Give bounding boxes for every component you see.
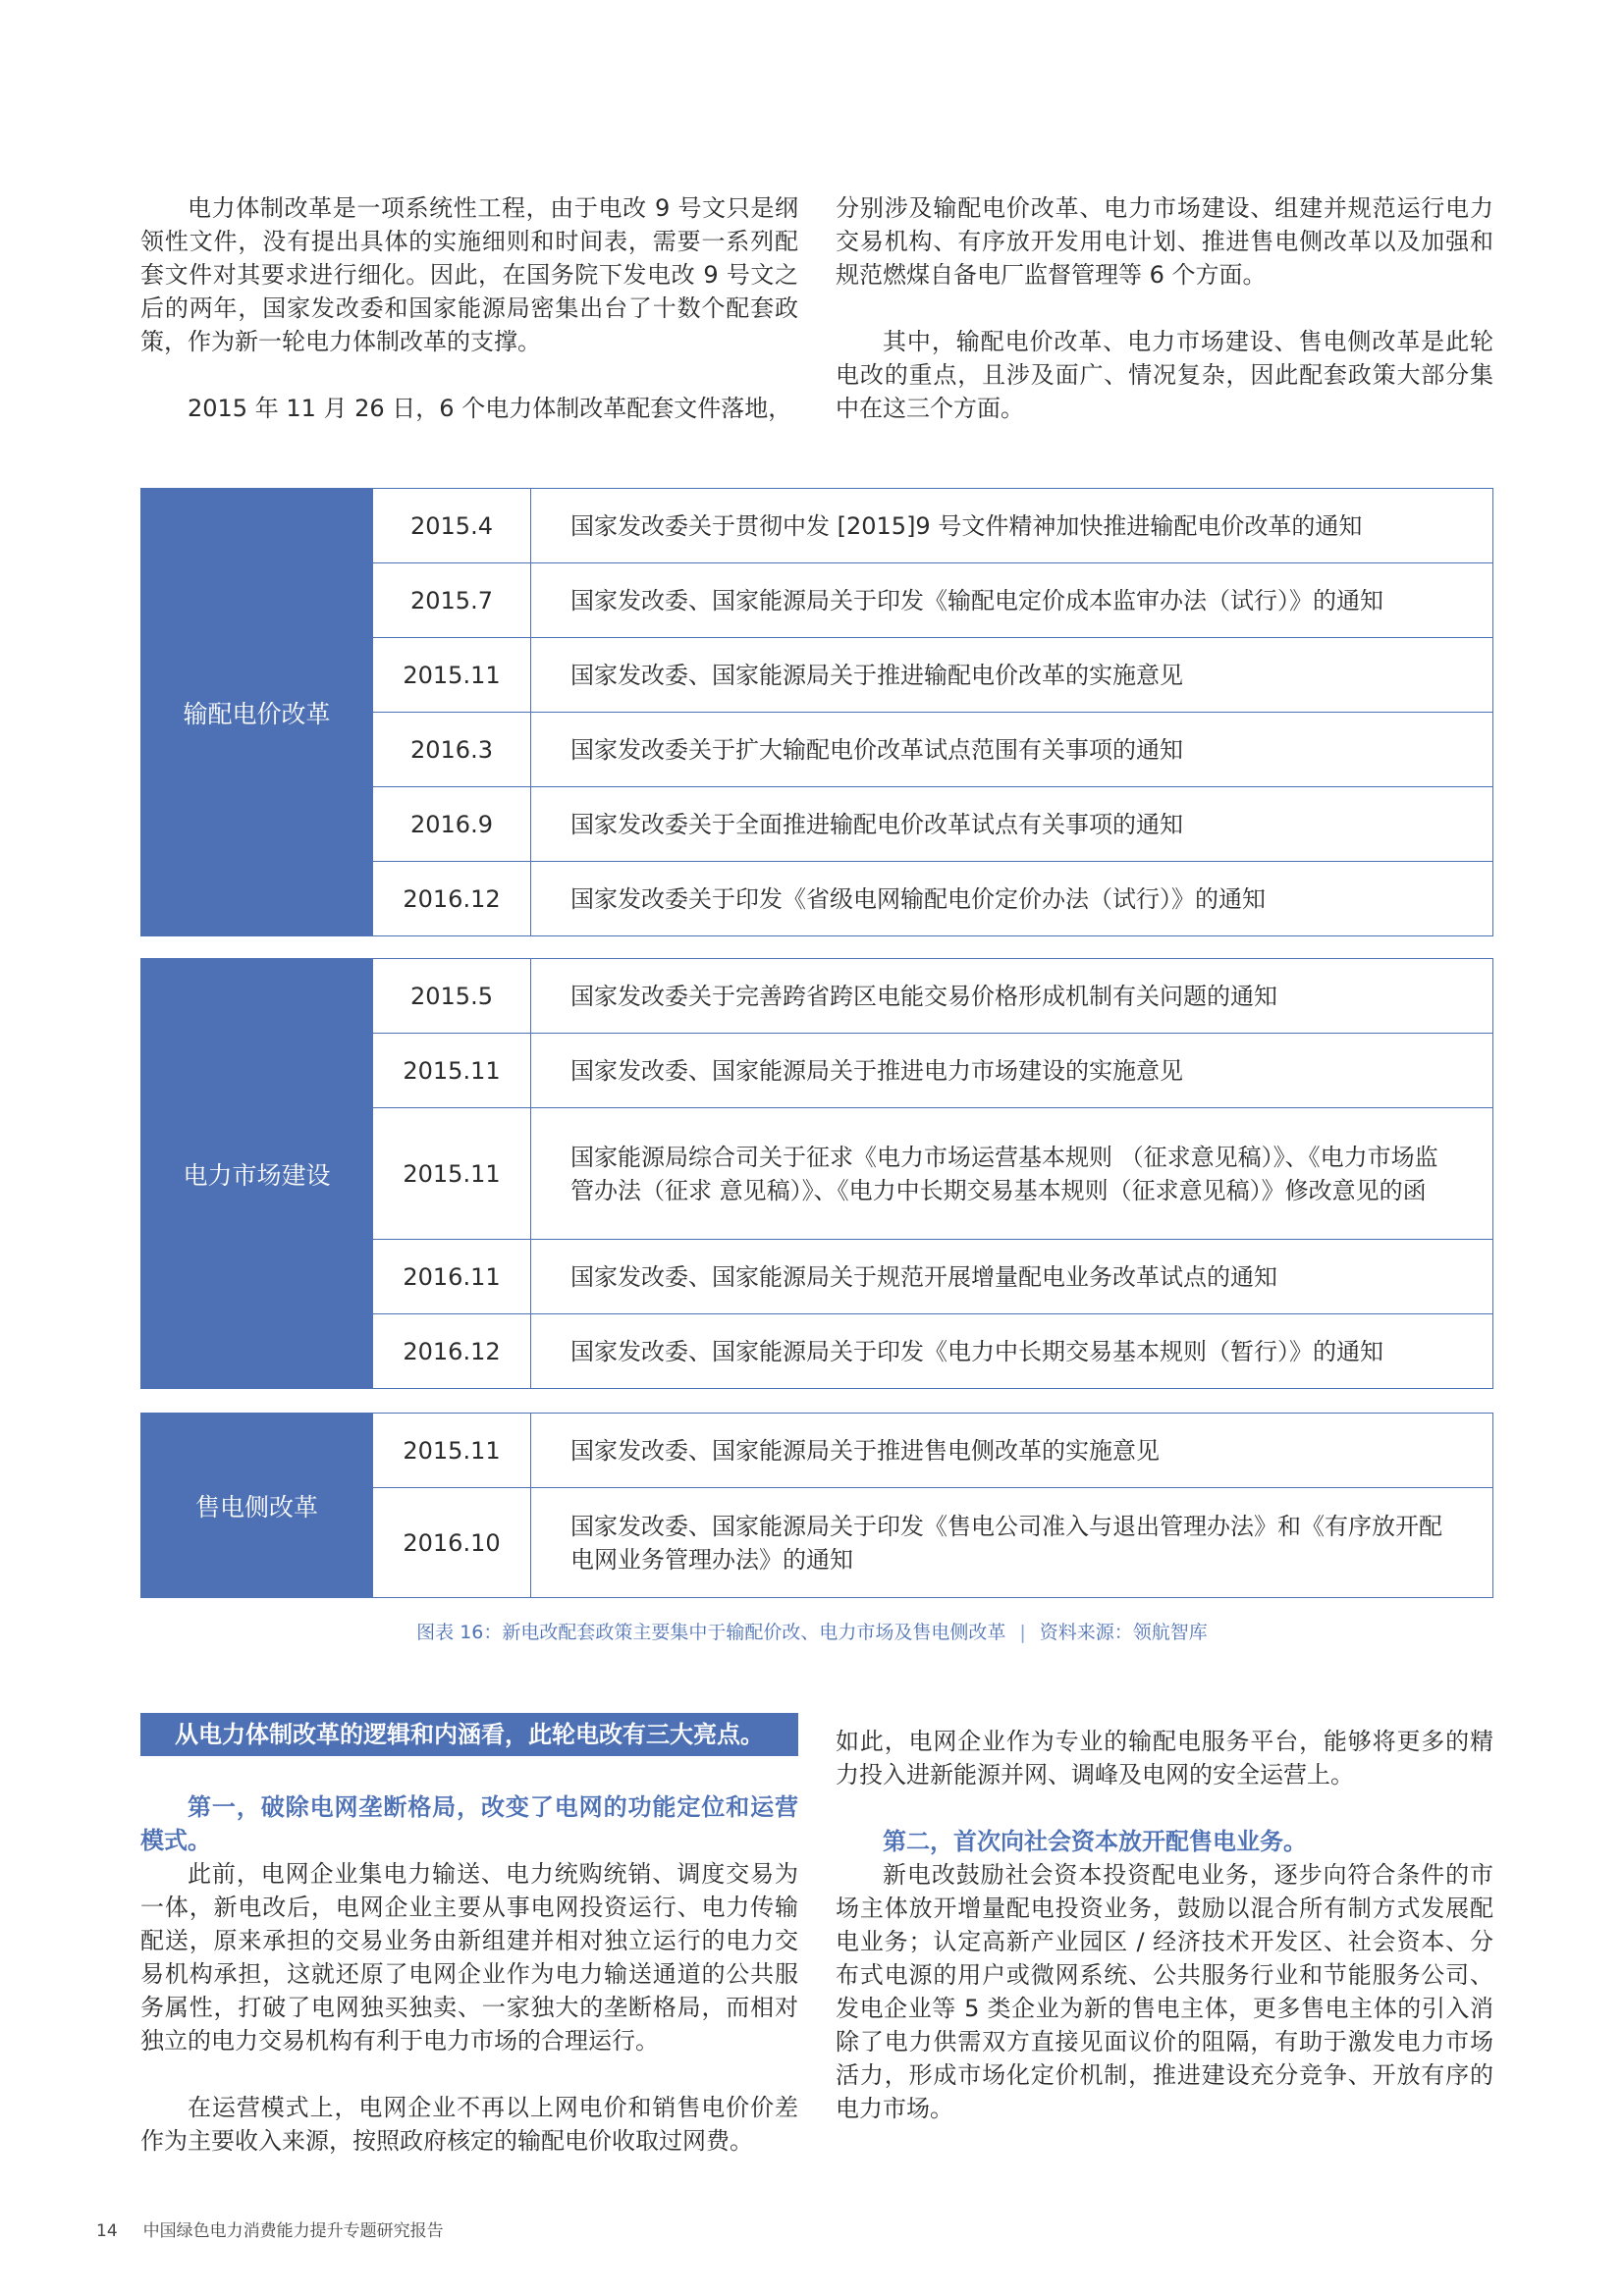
table-row [373, 959, 1492, 1033]
row-title: 国家发改委、国家能源局关于印发《售电公司准入与退出管理办法》和《有序放开配电网业务管理办法》的通知 [570, 1512, 1442, 1574]
caption-figure: 图表 16：新电改配套政策主要集中于输配价改、电力市场及售电侧改革 [416, 1622, 1006, 1643]
row-date: 2016.3 [373, 713, 531, 786]
policy-group-retail-side [140, 1413, 1493, 1598]
row-title: 国家发改委、国家能源局关于推进输配电价改革的实施意见 [570, 661, 1183, 689]
group-rows [373, 488, 1493, 936]
first-point-heading: 第一，破除电网垄断格局，改变了电网的功能定位和运营模式。 [140, 1793, 798, 1854]
row-date: 2016.10 [373, 1488, 531, 1597]
table-row [373, 1313, 1492, 1388]
group-label: 电力市场建设 [140, 958, 373, 1389]
row-date: 2015.4 [373, 489, 531, 562]
section-right-column [836, 1725, 1493, 2125]
row-date: 2015.11 [373, 1414, 531, 1487]
row-title: 国家能源局综合司关于征求《电力市场运营基本规则 （征求意见稿）》、《电力市场监管办法（征求 意见稿）》、《电力中长期交易基本规则（征求意见稿）》修改意见的函 [570, 1143, 1438, 1204]
table-row [373, 1033, 1492, 1107]
group-rows [373, 958, 1493, 1389]
report-title: 中国绿色电力消费能力提升专题研究报告 [142, 2221, 444, 2241]
row-title: 国家发改委关于印发《省级电网输配电价定价办法（试行）》的通知 [570, 884, 1266, 913]
page-number: 14 [96, 2221, 118, 2241]
page-footer [96, 2216, 444, 2241]
row-title: 国家发改委关于完善跨省跨区电能交易价格形成机制有关问题的通知 [570, 982, 1277, 1010]
body-paragraph: 在运营模式上，电网企业不再以上网电价和销售电价价差作为主要收入来源，按照政府核定的输配电价收取过网费。 [140, 2094, 798, 2155]
row-title: 国家发改委关于贯彻中发 [2015]9 号文件精神加快推进输配电价改革的通知 [570, 511, 1363, 540]
second-point-heading: 第二，首次向社会资本放开配售电业务。 [883, 1828, 1307, 1855]
policy-group-power-market [140, 958, 1493, 1389]
intro-left-column [140, 191, 798, 425]
highlight-heading: 从电力体制改革的逻辑和内涵看，此轮电改有三大亮点。 [140, 1713, 798, 1756]
row-date: 2015.11 [373, 1108, 531, 1239]
row-title: 国家发改委、国家能源局关于印发《输配电定价成本监审办法（试行）》的通知 [570, 586, 1383, 614]
row-title: 国家发改委、国家能源局关于推进电力市场建设的实施意见 [570, 1056, 1183, 1085]
row-date: 2016.12 [373, 1314, 531, 1388]
table-row [373, 1107, 1492, 1239]
row-title: 国家发改委关于扩大输配电价改革试点范围有关事项的通知 [570, 735, 1183, 764]
section-left-column [140, 1790, 798, 2158]
row-date: 2015.11 [373, 638, 531, 712]
row-date: 2015.11 [373, 1034, 531, 1107]
row-title: 国家发改委、国家能源局关于规范开展增量配电业务改革试点的通知 [570, 1262, 1277, 1291]
row-date: 2016.9 [373, 787, 531, 861]
row-date: 2015.7 [373, 563, 531, 637]
caption-separator: | [1019, 1622, 1026, 1643]
intro-right-column [836, 191, 1493, 425]
intro-paragraph: 分别涉及输配电价改革、电力市场建设、组建并规范运行电力交易机构、有序放开发用电计划、推进售电侧改革以及加强和规范燃煤自备电厂监督管理等 6 个方面。 [836, 194, 1493, 289]
caption-source: 资料来源：领航智库 [1039, 1622, 1208, 1643]
group-label: 售电侧改革 [140, 1413, 373, 1598]
figure-caption [0, 1618, 1624, 1644]
row-title: 国家发改委关于全面推进输配电价改革试点有关事项的通知 [570, 810, 1183, 838]
body-paragraph: 新电改鼓励社会资本投资配电业务，逐步向符合条件的市场主体放开增量配电投资业务，鼓励以混合所有制方式发展配电业务；认定高新产业园区 / 经济技术开发区、社会资本、分布式电源的用户或微网系统、公共服务行业和节能服务公司、发电企业等 5 类企业为新的售电主体，更多售电主体的引入消除了电力供需双方直接见面议价的阻隔，有助于激发电力市场活力，形成市场化定价机制，推进建设充分竞争、开放有序的电力市场。 [836, 1861, 1493, 2122]
row-date: 2015.5 [373, 959, 531, 1033]
row-date: 2016.12 [373, 862, 531, 935]
intro-paragraph: 其中，输配电价改革、电力市场建设、售电侧改革是此轮电改的重点，且涉及面广、情况复杂，因此配套政策大部分集中在这三个方面。 [836, 328, 1493, 422]
body-paragraph: 如此，电网企业作为专业的输配电服务平台，能够将更多的精力投入进新能源并网、调峰及电网的安全运营上。 [836, 1728, 1493, 1789]
table-row [373, 562, 1492, 637]
table-row [373, 489, 1492, 562]
table-row [373, 1414, 1492, 1487]
group-label: 输配电价改革 [140, 488, 373, 936]
table-row [373, 786, 1492, 861]
table-row [373, 712, 1492, 786]
row-title: 国家发改委、国家能源局关于印发《电力中长期交易基本规则（暂行）》的通知 [570, 1337, 1383, 1365]
intro-paragraph: 电力体制改革是一项系统性工程，由于电改 9 号文只是纲领性文件，没有提出具体的实施细则和时间表，需要一系列配套文件对其要求进行细化。因此，在国务院下发电改 9 号文之后的两年，国家发改委和国家能源局密集出台了十数个配套政策，作为新一轮电力体制改革的支撑。 [140, 194, 798, 355]
table-row [373, 637, 1492, 712]
policy-group-transmission-pricing [140, 488, 1493, 936]
row-date: 2016.11 [373, 1240, 531, 1313]
group-rows [373, 1413, 1493, 1598]
body-paragraph: 此前，电网企业集电力输送、电力统购统销、调度交易为一体，新电改后，电网企业主要从事电网投资运行、电力传输配送，原来承担的交易业务由新组建并相对独立运行的电力交易机构承担，这就还原了电网企业作为电力输送通道的公共服务属性，打破了电网独买独卖、一家独大的垄断格局，而相对独立的电力交易机构有利于电力市场的合理运行。 [140, 1860, 798, 2055]
table-row [373, 861, 1492, 935]
table-row [373, 1487, 1492, 1597]
row-title: 国家发改委、国家能源局关于推进售电侧改革的实施意见 [570, 1436, 1160, 1465]
table-row [373, 1239, 1492, 1313]
intro-paragraph: 2015 年 11 月 26 日，6 个电力体制改革配套文件落地， [188, 395, 792, 422]
